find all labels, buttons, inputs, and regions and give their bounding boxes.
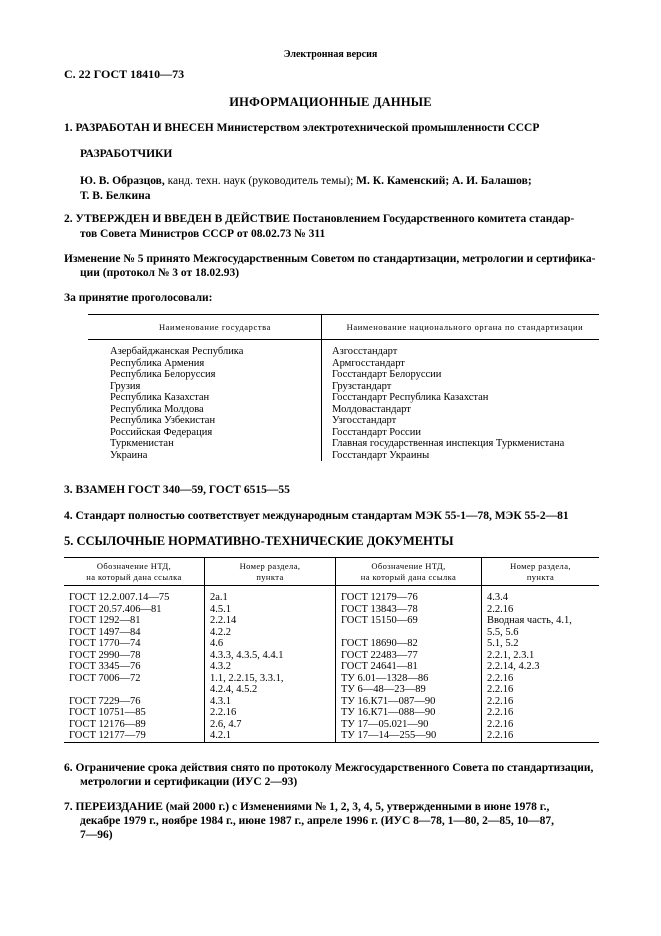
ref-h1a: Обозначение НТД, xyxy=(96,560,172,571)
developer-names-line2: Т. В. Белкина xyxy=(80,190,151,202)
ref-row xyxy=(64,627,599,639)
ref-section: 4.2.1 xyxy=(205,730,336,742)
ref-h1b: на который дана ссылка xyxy=(86,571,182,582)
ref-designation-2: ТУ 16.К71—088—90 xyxy=(336,707,482,719)
voting-state: Российская Федерация xyxy=(110,426,213,438)
ref-designation: ГОСТ 1292—81 xyxy=(69,615,141,626)
ref-row xyxy=(64,661,599,673)
ref-row xyxy=(64,586,599,604)
ref-row xyxy=(64,719,599,731)
ref-designation-2: ТУ 17—05.021—90 xyxy=(336,719,482,731)
ref-row xyxy=(64,638,599,650)
section-7-line2: декабре 1979 г., ноябре 1984 г., июне 1987 г., апреле 1996 г. (ИУС 8—78, 1—80, 2—85, 10—87, xyxy=(80,815,555,827)
voting-row xyxy=(88,427,599,439)
ref-designation: ГОСТ 12.2.007.14—75 xyxy=(69,592,170,603)
developer-name-1-detail: канд. техн. наук (руководитель темы); xyxy=(167,175,354,187)
ref-designation: ГОСТ 1770—74 xyxy=(69,638,141,649)
ref-designation-2 xyxy=(336,627,482,639)
ref-designation xyxy=(64,684,205,696)
ref-row xyxy=(64,615,599,627)
section-2-line2: тов Совета Министров СССР от 08.02.73 № 311 xyxy=(80,228,326,240)
voting-body: Госстандарт Украины xyxy=(322,450,600,462)
ref-h4a: Номер раздела, xyxy=(510,560,571,571)
page-title: ИНФОРМАЦИОННЫЕ ДАННЫЕ xyxy=(229,95,432,109)
voting-body: Армгосстандарт xyxy=(322,358,600,370)
voting-row xyxy=(88,340,599,358)
ref-designation-2: ТУ 16.К71—087—90 xyxy=(336,696,482,708)
voting-state: Грузия xyxy=(110,380,141,392)
voting-state: Украина xyxy=(110,449,148,461)
ref-section-2: 2.2.16 xyxy=(482,604,600,616)
top-label: Электронная версия xyxy=(283,49,378,60)
ref-h2b: пункта xyxy=(256,571,284,582)
developers-names xyxy=(80,174,600,188)
section-7-line1: 7. ПЕРЕИЗДАНИЕ (май 2000 г.) с Изменениями № 1, 2, 3, 4, 5, утвержденными в июне 1978 г., xyxy=(64,801,550,813)
voting-row xyxy=(88,381,599,393)
ref-designation-2: ТУ 6—48—23—89 xyxy=(336,684,482,696)
section-1 xyxy=(64,121,539,135)
section-2-rest: Постановлением Государственного комитета стандар- xyxy=(292,213,575,225)
ref-designation-2: ГОСТ 24641—81 xyxy=(336,661,482,673)
ref-designation-2: ГОСТ 13843—78 xyxy=(336,604,482,616)
section-1-rest: Министерством электротехнической промышленности СССР xyxy=(216,122,540,134)
voting-state: Республика Армения xyxy=(110,357,205,369)
ref-col-designation-header xyxy=(64,558,205,586)
ref-h2a: Номер раздела, xyxy=(239,560,301,571)
ref-section-2: 2.2.16 xyxy=(482,730,600,742)
section-6-line1: 6. Ограничение срока действия снято по протоколу Межгосударственного Совета по стандартизации, xyxy=(64,762,594,774)
voting-row xyxy=(88,358,599,370)
voting-state: Республика Молдова xyxy=(110,403,204,415)
ref-h3b: на который дана ссылка xyxy=(360,571,457,582)
ref-section-2: 2.2.16 xyxy=(482,696,600,708)
ref-h3a: Обозначение НТД, xyxy=(371,560,446,571)
voted-label: За принятие проголосовали: xyxy=(64,292,213,304)
ref-designation-2: ТУ 6.01—1328—86 xyxy=(336,673,482,685)
ref-section: 4.2.2 xyxy=(205,627,336,639)
section-1-lead: 1. РАЗРАБОТАН И ВНЕСЕН xyxy=(64,122,214,134)
voting-row xyxy=(88,415,599,427)
ref-designation: ГОСТ 1497—84 xyxy=(69,626,141,638)
voting-table xyxy=(88,314,599,461)
voting-body: Госстандарт Белоруссии xyxy=(322,369,600,381)
ref-section-2: 2.2.14, 4.2.3 xyxy=(482,661,600,673)
ref-designation: ГОСТ 12176—89 xyxy=(69,718,146,730)
ref-section: 1.1, 2.2.15, 3.3.1, xyxy=(205,673,336,685)
ref-designation-2: ТУ 17—14—255—90 xyxy=(336,730,482,742)
developers-heading: РАЗРАБОТЧИКИ xyxy=(80,148,173,160)
ref-designation-2: ГОСТ 12179—76 xyxy=(336,586,482,604)
voting-body: Азгосстандарт xyxy=(322,340,600,358)
section-2-lead: 2. УТВЕРЖДЕН И ВВЕДЕН В ДЕЙСТВИЕ xyxy=(64,213,290,225)
ref-col-section-header xyxy=(205,558,336,586)
ref-section-2: 2.2.16 xyxy=(482,719,600,731)
voting-col-state-header: Наименование государства xyxy=(88,315,322,340)
references-table xyxy=(64,557,599,743)
section-3: 3. ВЗАМЕН ГОСТ 340—59, ГОСТ 6515—55 xyxy=(64,484,290,496)
ref-section: 2а.1 xyxy=(205,586,336,604)
voting-body: Главная государственная инспекция Туркменистана xyxy=(322,438,600,450)
section-2 xyxy=(64,212,604,226)
ref-col-designation2-header xyxy=(336,558,482,586)
ref-section-2: 2.2.16 xyxy=(482,707,600,719)
ref-designation-2: ГОСТ 15150—69 xyxy=(336,615,482,627)
ref-section: 2.6, 4.7 xyxy=(205,719,336,731)
voting-state: Республика Казахстан xyxy=(110,392,210,403)
voting-state: Азербайджанская Республика xyxy=(110,346,244,357)
ref-designation: ГОСТ 10751—85 xyxy=(69,707,146,718)
ref-row xyxy=(64,684,599,696)
ref-row xyxy=(64,604,599,616)
ref-section-2: 2.2.1, 2.3.1 xyxy=(482,650,600,662)
ref-section: 4.3.3, 4.3.5, 4.4.1 xyxy=(205,650,336,662)
section-5-title: 5. ССЫЛОЧНЫЕ НОРМАТИВНО-ТЕХНИЧЕСКИЕ ДОКУМЕНТЫ xyxy=(64,534,454,548)
voting-body: Госстандарт Республика Казахстан xyxy=(322,392,600,404)
section-6-line2: метрологии и сертификации (ИУС 2—93) xyxy=(80,776,298,788)
voting-body: Узгосстандарт xyxy=(322,415,600,427)
voting-row xyxy=(88,369,599,381)
voting-row xyxy=(88,438,599,450)
voting-state: Туркменистан xyxy=(110,438,174,449)
voting-row xyxy=(88,450,599,462)
ref-section: 2.2.14 xyxy=(205,615,336,627)
amendment-line1: Изменение № 5 принято Межгосударственным Советом по стандартизации, метрологии и сертифика- xyxy=(64,253,596,265)
ref-designation: ГОСТ 20.57.406—81 xyxy=(69,603,162,615)
ref-designation: ГОСТ 7229—76 xyxy=(69,695,141,707)
ref-section-2: 5.1, 5.2 xyxy=(482,638,600,650)
ref-section-2: 2.2.16 xyxy=(482,673,600,685)
ref-section: 4.3.1 xyxy=(205,696,336,708)
section-4: 4. Стандарт полностью соответствует международным стандартам МЭК 55-1—78, МЭК 55-2—81 xyxy=(64,510,569,522)
ref-col-section2-header xyxy=(482,558,600,586)
ref-row xyxy=(64,730,599,742)
section-7-line3: 7—96) xyxy=(80,829,113,841)
page-number: С. 22 ГОСТ 18410—73 xyxy=(64,67,185,81)
voting-row xyxy=(88,404,599,416)
ref-designation: ГОСТ 7006—72 xyxy=(69,672,141,684)
voting-body: Грузстандарт xyxy=(322,381,600,393)
amendment-line2: ции (протокол № 3 от 18.02.93) xyxy=(80,267,240,279)
ref-designation: ГОСТ 3345—76 xyxy=(69,661,141,672)
ref-designation: ГОСТ 2990—78 xyxy=(69,649,141,661)
ref-section-2: 4.3.4 xyxy=(482,586,600,604)
ref-section: 4.3.2 xyxy=(205,661,336,673)
ref-designation: ГОСТ 12177—79 xyxy=(64,730,205,742)
voting-row xyxy=(88,392,599,404)
developer-name-1: Ю. В. Образцов, xyxy=(80,175,165,187)
ref-row xyxy=(64,650,599,662)
ref-designation-2: ГОСТ 18690—82 xyxy=(336,638,482,650)
developer-names-rest: М. К. Каменский; А. И. Балашов; xyxy=(356,175,532,187)
ref-section: 4.5.1 xyxy=(205,604,336,616)
voting-body: Молдовастандарт xyxy=(322,404,600,416)
ref-row xyxy=(64,707,599,719)
voting-body: Госстандарт России xyxy=(322,427,600,439)
voting-col-body-header: Наименование национального органа по стандартизации xyxy=(322,315,600,340)
voting-state: Республика Узбекистан xyxy=(110,415,216,426)
ref-row xyxy=(64,673,599,685)
ref-section: 4.6 xyxy=(205,638,336,650)
ref-designation-2: ГОСТ 22483—77 xyxy=(336,650,482,662)
ref-h4b: пункта xyxy=(526,571,555,582)
ref-section-2: 5.5, 5.6 xyxy=(482,627,600,639)
voting-state: Республика Белоруссия xyxy=(110,369,216,380)
ref-section: 4.2.4, 4.5.2 xyxy=(205,684,336,696)
ref-section-2: Вводная часть, 4.1, xyxy=(482,615,600,627)
ref-row xyxy=(64,696,599,708)
ref-section-2: 2.2.16 xyxy=(482,684,600,696)
ref-section: 2.2.16 xyxy=(205,707,336,719)
